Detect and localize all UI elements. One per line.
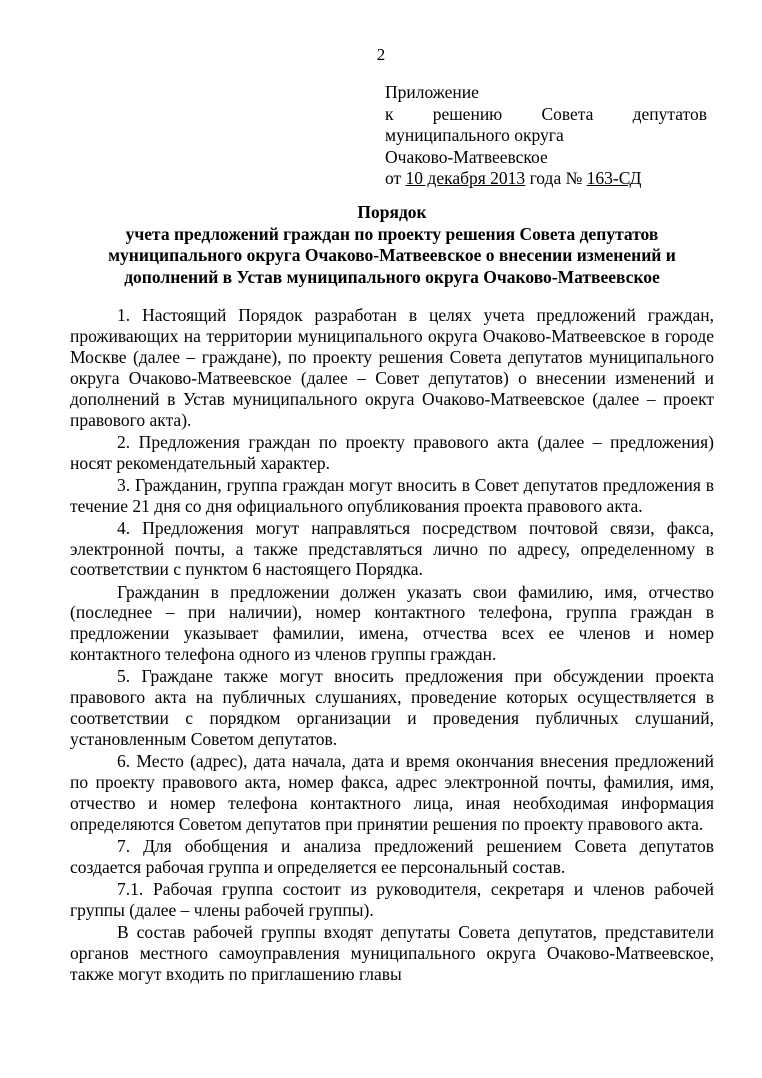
document-body bbox=[70, 305, 714, 985]
document-title bbox=[70, 202, 714, 288]
paragraph-4: 4. Предложения могут направляться посредством почтовой связи, факса, электронной почты, а также представляться лично по адресу, определенному в соответствии с пунктом 6 настоящего Порядка. bbox=[70, 517, 714, 580]
paragraph-7: 7. Для обобщения и анализа предложений решением Совета депутатов создается рабочая группа и определяется ее персональный состав. bbox=[70, 835, 714, 877]
title-line: дополнений в Устав муниципального округа Очаково-Матвеевское bbox=[124, 266, 660, 287]
appendix-date-line bbox=[385, 168, 707, 190]
appendix-decision-line bbox=[385, 104, 707, 126]
appendix-heading: Приложение bbox=[385, 82, 479, 102]
decision-date: 10 декабря 2013 bbox=[405, 168, 526, 188]
paragraph-4-continued: Гражданин в предложении должен указать свои фамилию, имя, отчество (последнее – при наличии), номер контактного телефона, группа граждан в предложении указывает фамилии, имена, отчества всех ее членов и номер контактного телефона одного из членов группы граждан. bbox=[70, 581, 714, 665]
page-number: 2 bbox=[376, 45, 386, 64]
appendix-block bbox=[385, 82, 707, 190]
paragraph-5: 5. Граждане также могут вносить предложения при обсуждении проекта правового акта на публичных слушаниях, проведение которых осуществляется в соответствии с порядком организации и проведения публичных слушаний, установленным Советом депутатов. bbox=[70, 666, 714, 750]
title-line: муниципального округа Очаково-Матвеевское о внесении изменений и bbox=[108, 245, 676, 265]
title-line: учета предложений граждан по проекту решения Совета депутатов bbox=[125, 223, 659, 244]
paragraph-7-1-continued: В состав рабочей группы входят депутаты Совета депутатов, представители органов местного самоуправления муниципального округа Очаково-Матвеевское, также могут входить по приглашению главы bbox=[70, 921, 714, 984]
appendix-date-prefix: от bbox=[385, 168, 402, 188]
paragraph-3: 3. Гражданин, группа граждан могут вносить в Совет депутатов предложения в течение 21 дня со дня официального опубликования проекта правового акта. bbox=[70, 474, 714, 516]
paragraph-1: 1. Настоящий Порядок разработан в целях учета предложений граждан, проживающих на территории муниципального округа Очаково-Матвеевское в городе Москве (далее – граждане), по проекту решения Совета депутатов муниципального округа Очаково-Матвеевское (далее – Совет депутатов) о внесении изменений и дополнений в Устав муниципального округа Очаково-Матвеевское (далее – проект правового акта). bbox=[70, 305, 714, 430]
appendix-word: к bbox=[385, 103, 394, 124]
decision-number: 163-СД bbox=[586, 168, 642, 188]
paragraph-7-1: 7.1. Рабочая группа состоит из руководителя, секретаря и членов рабочей группы (далее – члены рабочей группы). bbox=[70, 878, 714, 920]
appendix-word: решению bbox=[432, 103, 503, 124]
paragraph-6: 6. Место (адрес), дата начала, дата и время окончания внесения предложений по проекту правового акта, номер факса, адрес электронной почты, фамилия, имя, отчество и номер телефона контактного лица, иная необходимая информация определяются Советом депутатов при принятии решения по проекту правового акта. bbox=[70, 751, 714, 834]
appendix-district-line: муниципального округа bbox=[385, 125, 564, 145]
paragraph-2: 2. Предложения граждан по проекту правового акта (далее – предложения) носят рекомендательный характер. bbox=[70, 431, 714, 473]
appendix-district-name: Очаково-Матвеевское bbox=[385, 146, 548, 167]
appendix-word: Совета bbox=[541, 103, 594, 124]
appendix-date-middle: года № bbox=[529, 168, 583, 188]
appendix-word: депутатов bbox=[632, 103, 707, 124]
title-line: Порядок bbox=[357, 202, 427, 222]
